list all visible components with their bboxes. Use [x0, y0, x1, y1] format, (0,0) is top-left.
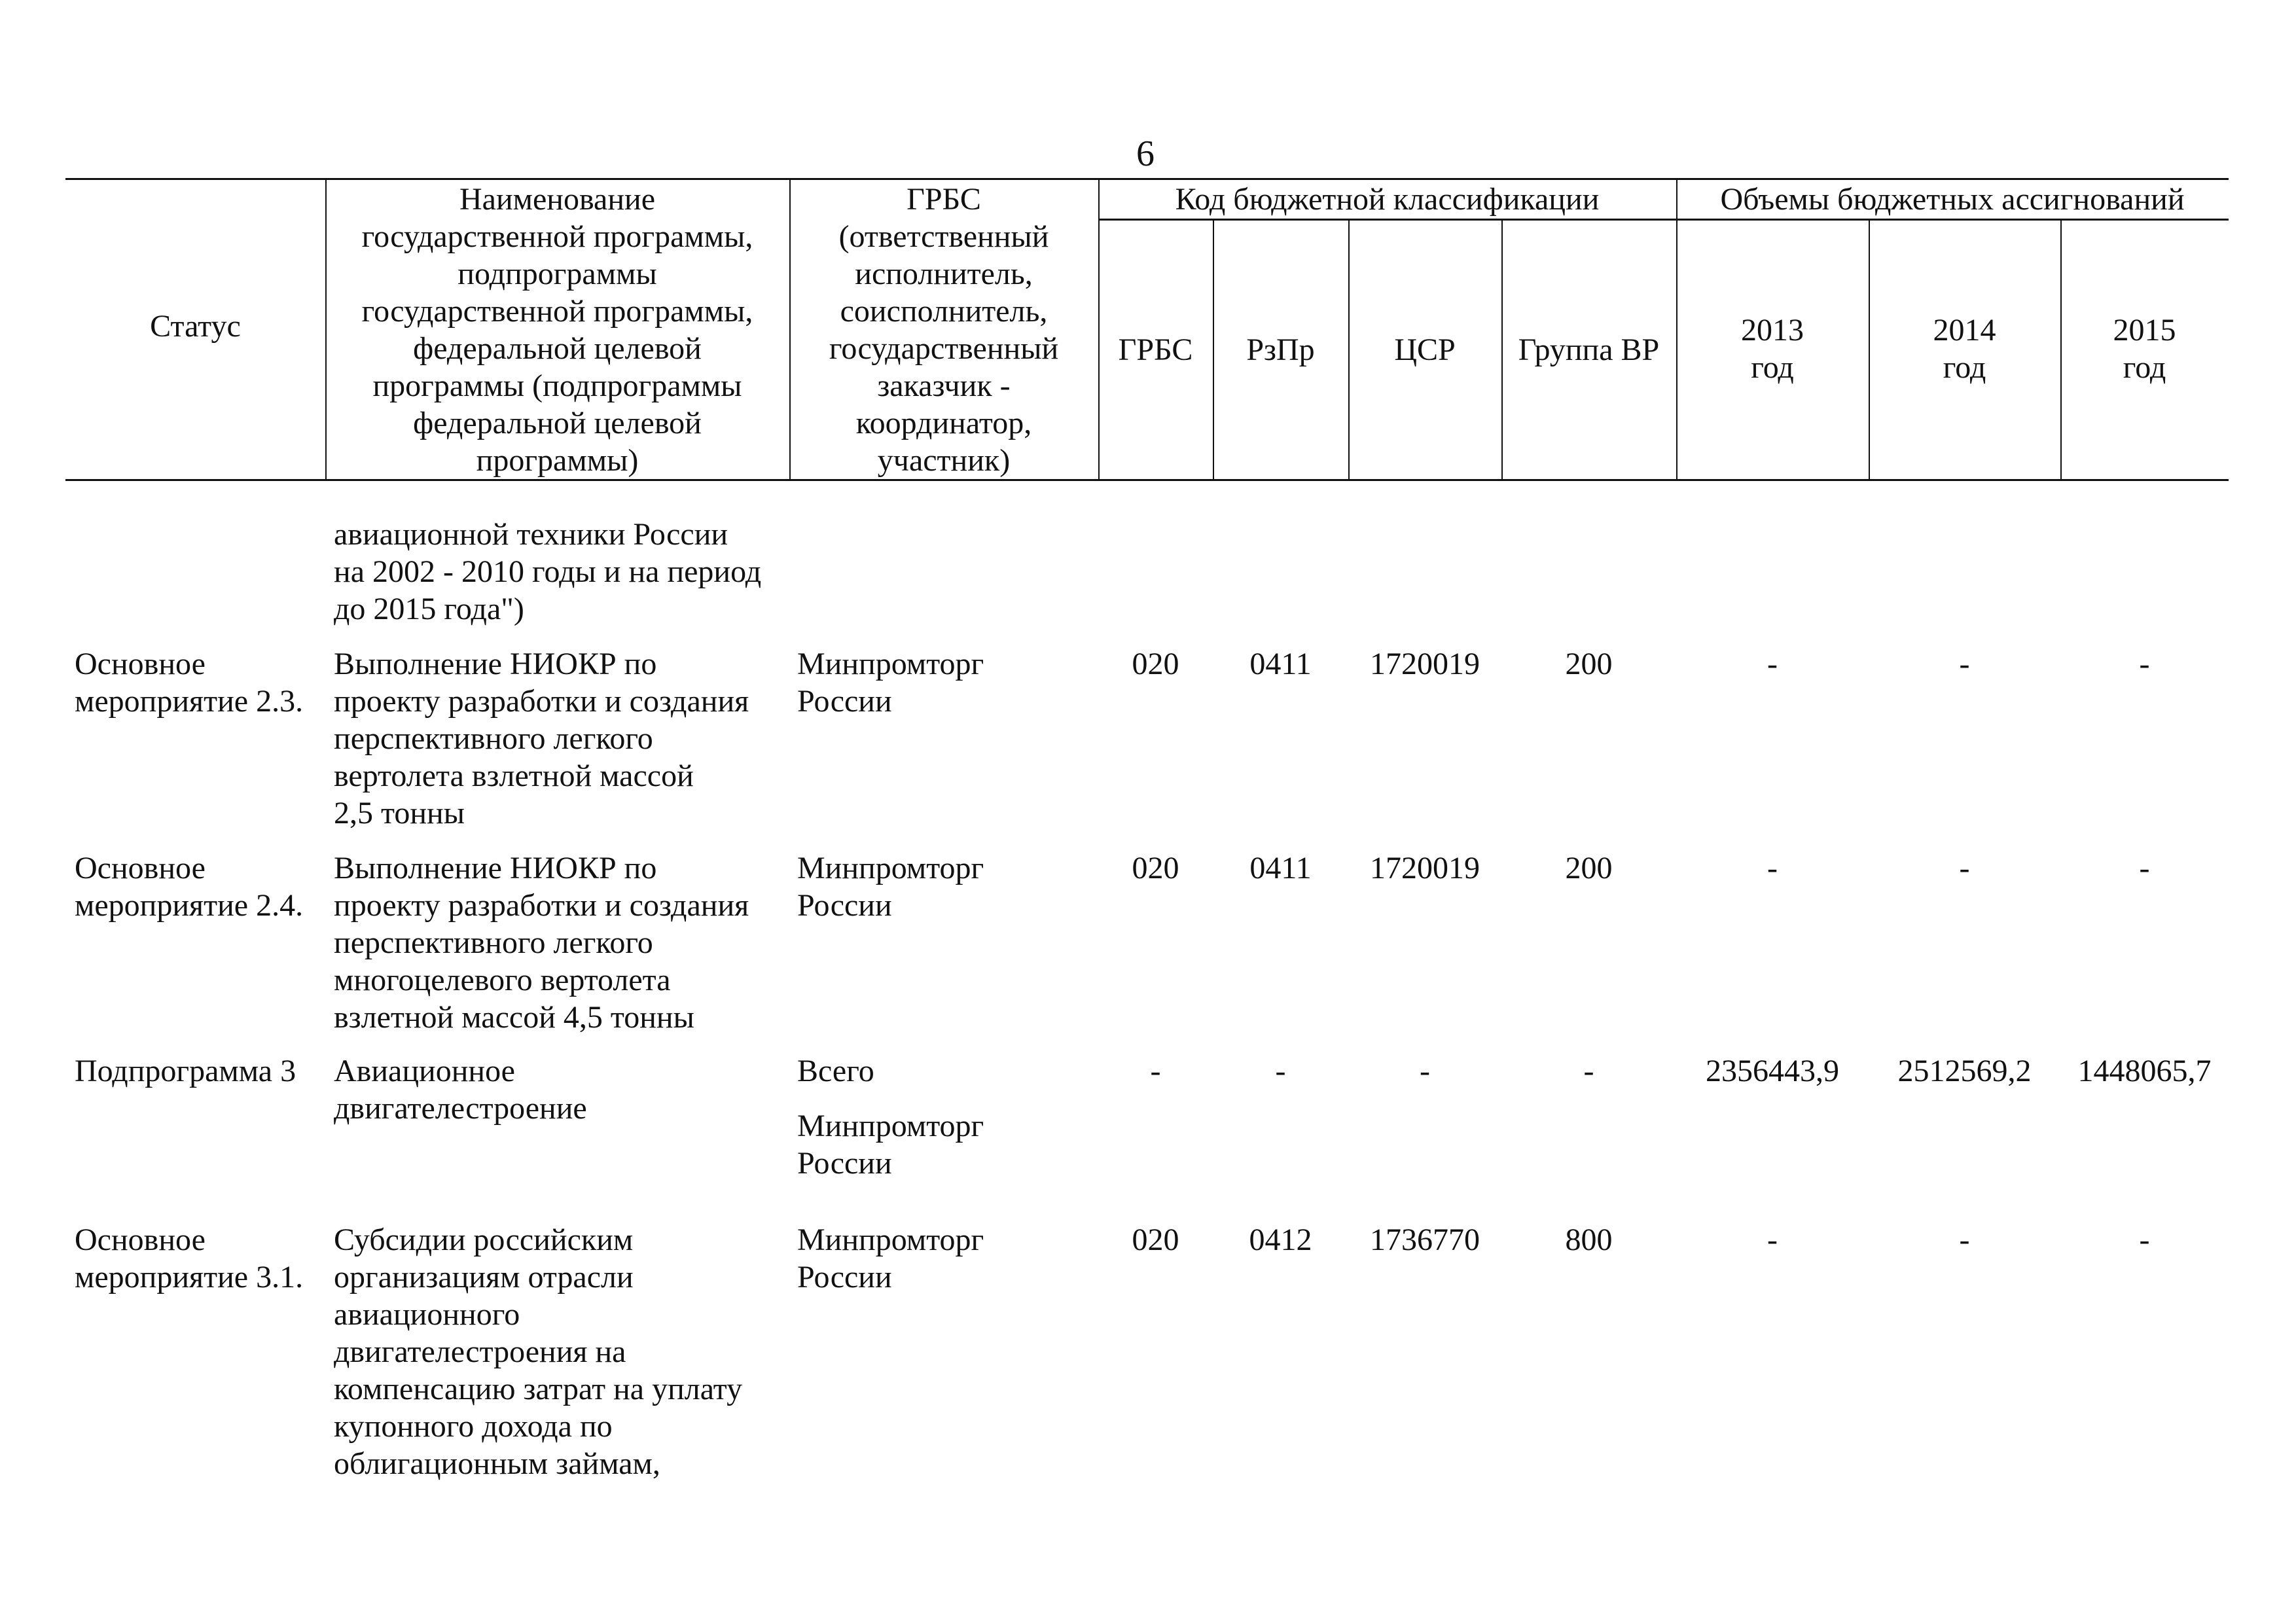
header-year-2013: 2013 год — [1741, 313, 1804, 385]
row-1-2015: - — [2139, 647, 2150, 681]
header-status: Статус — [150, 309, 241, 344]
row-3-executor-2: Минпромторг России — [797, 1109, 984, 1181]
row-4-executor: Минпромторг России — [797, 1222, 984, 1294]
row-2-grbs: 020 — [1132, 851, 1179, 885]
header-subgroup-rule — [1098, 219, 2229, 221]
row-4-name: Субсидии российским организациям отрасли авиационного двигателестроения на компенсацию затрат на уплату купонного дохода по облигационным займам, — [334, 1222, 743, 1481]
header-top-rule — [65, 178, 2229, 180]
row-2-rzpr: 0411 — [1249, 851, 1312, 885]
row-1-vr: 200 — [1565, 647, 1613, 681]
header-budget-code: Код бюджетной классификации — [1175, 182, 1600, 217]
col-divider — [1098, 178, 1100, 480]
row-2-csr: 1720019 — [1370, 851, 1480, 885]
row-4-csr: 1736770 — [1370, 1222, 1480, 1257]
row-2-2013: - — [1767, 851, 1778, 885]
row-2-executor: Минпромторг России — [797, 851, 984, 923]
row-3-name: Авиационное двигателестроение — [334, 1054, 587, 1126]
page-number: 6 — [1136, 134, 1155, 174]
row-3-grbs: - — [1150, 1054, 1161, 1088]
row-1-executor: Минпромторг России — [797, 647, 984, 719]
header-grbs-executor: ГРБС (ответственный исполнитель, соисполнитель, государственный заказчик - координатор, участник) — [829, 182, 1059, 478]
row-1-2014: - — [1959, 647, 1970, 681]
row-4-grbs: 020 — [1132, 1222, 1179, 1257]
row-2-status: Основное мероприятие 2.4. — [75, 851, 304, 923]
row-1-2013: - — [1767, 647, 1778, 681]
row-2-2014: - — [1959, 851, 1970, 885]
header-csr: ЦСР — [1394, 332, 1456, 367]
row-1-csr: 1720019 — [1370, 647, 1480, 681]
row-2-2015: - — [2139, 851, 2150, 885]
row-3-status: Подпрограмма 3 — [75, 1054, 296, 1088]
row-4-2015: - — [2139, 1222, 2150, 1257]
header-year-2015: 2015 год — [2113, 313, 2176, 385]
row-4-2014: - — [1959, 1222, 1970, 1257]
row-4-vr: 800 — [1565, 1222, 1613, 1257]
header-vr-group: Группа ВР — [1518, 332, 1660, 367]
row-4-2013: - — [1767, 1222, 1778, 1257]
row-3-executor: Всего — [797, 1054, 874, 1088]
row-1-grbs: 020 — [1132, 647, 1179, 681]
row-3-rzpr: - — [1275, 1054, 1286, 1088]
row-2-name: Выполнение НИОКР по проекту разработки и создания перспективного легкого многоцелевого вертолета взлетной массой 4,5 тонны — [334, 851, 749, 1035]
row-2-vr: 200 — [1565, 851, 1613, 885]
row-4-rzpr: 0412 — [1249, 1222, 1312, 1257]
header-year-2014: 2014 год — [1933, 313, 1996, 385]
header-rzpr: РзПр — [1246, 332, 1315, 367]
row-3-2015: 1448065,7 — [2077, 1054, 2212, 1088]
header-bottom-rule — [65, 479, 2229, 481]
header-grbs: ГРБС — [1118, 332, 1193, 367]
row-1-rzpr: 0411 — [1249, 647, 1312, 681]
row-3-2014: 2512569,2 — [1897, 1054, 2032, 1088]
row-3-vr: - — [1583, 1054, 1594, 1088]
row-0-name: авиационной техники России на 2002 - 2010 годы и на период до 2015 года") — [334, 517, 762, 626]
row-1-name: Выполнение НИОКР по проекту разработки и создания перспективного легкого вертолета взлетной массой 2,5 тонны — [334, 647, 749, 830]
header-allocations: Объемы бюджетных ассигнований — [1720, 182, 2185, 217]
row-3-csr: - — [1420, 1054, 1430, 1088]
row-3-2013: 2356443,9 — [1706, 1054, 1839, 1088]
row-1-status: Основное мероприятие 2.3. — [75, 647, 304, 719]
header-program-name: Наименование государственной программы, подпрограммы государственной программы, федеральной целевой программы (подпрограммы федеральной целевой программы) — [361, 182, 753, 478]
row-4-status: Основное мероприятие 3.1. — [75, 1222, 304, 1294]
